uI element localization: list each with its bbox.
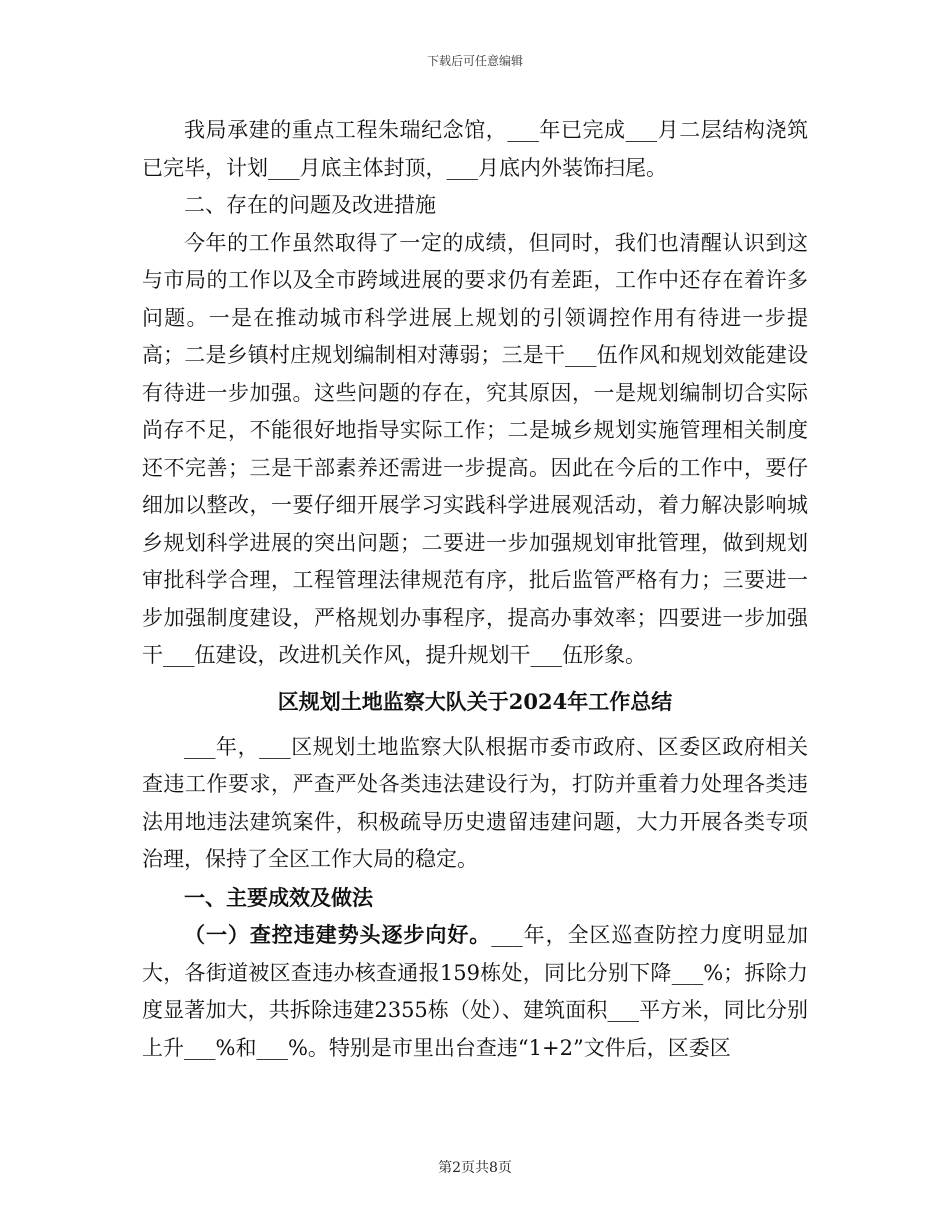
paragraph-intro: ___年，___区规划土地监察大队根据市委市政府、区委区政府相关查违工作要求，严查严处各类违法建设行为，打防并重着力处理各类违法用地违法建筑案件，积极疏导历史遗留违建问题，大力开展各类专项治理，保持了全区工作大局的稳定。	[142, 734, 808, 871]
page-header: 下载后可任意编辑	[426, 54, 523, 68]
paragraph-achievements	[142, 916, 808, 1067]
paragraph-achievements-text: ___年，全区巡查防控力度明显加大，各街道被区查违办核查通报159栋处，同比分别下降___%；拆除力度显著加大，共拆除违建2355栋（处）、建筑面积___平方米，同比分别上升___%和___%。特别是市里出台查违“1+2”文件后，区委区	[142, 923, 809, 1060]
subheading-inline: （一）查控违建势头逐步向好。	[184, 922, 492, 947]
paragraph-project-progress: 我局承建的重点工程朱瑞纪念馆，___年已完成___月二层结构浇筑已完毕，计划___月底主体封顶，___月底内外装饰扫尾。	[142, 118, 808, 180]
paragraph-problems: 今年的工作虽然取得了一定的成绩，但同时，我们也清醒认识到这与市局的工作以及全市跨域进展的要求仍有差距，工作中还存在着许多问题。一是在推动城市科学进展上规划的引领调控作用有待进一步提高；二是乡镇村庄规划编制相对薄弱；三是干___伍作风和规划效能建设有待进一步加强。这些问题的存在，究其原因，一是规划编制切合实际尚存不足，不能很好地指导实际工作；二是城乡规划实施管理相关制度还不完善；三是干部素养还需进一步提高。因此在今后的工作中，要仔细加以整改，一要仔细开展学习实践科学进展观活动，着力解决影响城乡规划科学进展的突出问题；二要进一步加强规划审批管理，做到规划审批科学合理，工程管理法律规范有序，批后监管严格有力；三要进一步加强制度建设，严格规划办事程序，提高办事效率；四要进一步加强干___伍建设，改进机关作风，提升规划干___伍形象。	[142, 230, 808, 667]
document-title: 区规划土地监察大队关于2024年工作总结	[277, 688, 673, 714]
document-body	[142, 112, 808, 1067]
section-heading-achievements: 一、主要成效及做法	[184, 884, 373, 910]
section-heading-problems: 二、存在的问题及改进措施	[184, 193, 436, 217]
page-footer: 第2页共8页	[438, 1160, 512, 1176]
